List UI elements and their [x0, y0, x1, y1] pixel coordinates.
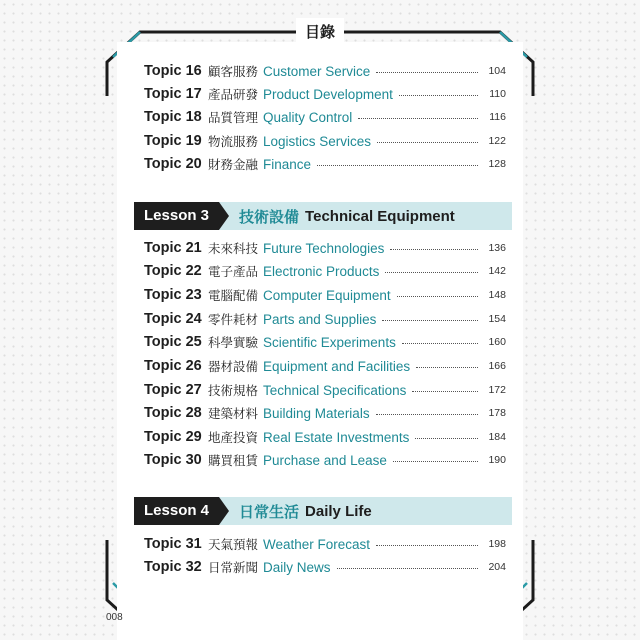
topic-row-16[interactable]: [144, 60, 506, 82]
dotted-leader: [382, 319, 478, 321]
topic-page: 128: [488, 158, 506, 170]
topic-row-21[interactable]: [144, 237, 506, 259]
topic-english-title: Building Materials: [263, 405, 370, 421]
dotted-leader: [393, 460, 478, 462]
topic-english-title: Daily News: [263, 559, 331, 575]
topic-number: Topic 28: [144, 405, 202, 421]
toc-title: 目錄: [296, 18, 344, 46]
topic-page: 122: [488, 135, 506, 147]
topic-chinese-title: 購買租賃: [208, 453, 259, 468]
topic-page: 148: [488, 289, 506, 301]
topic-row-25[interactable]: [144, 331, 506, 353]
topic-row-32[interactable]: [144, 556, 506, 578]
topic-number: Topic 17: [144, 86, 202, 102]
topic-chinese-title: 地產投資: [208, 430, 259, 445]
dotted-leader: [415, 437, 478, 439]
topic-number: Topic 32: [144, 559, 202, 575]
page-number: 008: [106, 612, 123, 623]
topic-english-title: Electronic Products: [263, 263, 380, 279]
dotted-leader: [402, 342, 478, 344]
topic-row-24[interactable]: [144, 308, 506, 330]
dotted-leader: [376, 544, 478, 546]
topic-page: 160: [488, 336, 506, 348]
topic-english-title: Product Development: [263, 86, 393, 102]
topic-page: 104: [488, 65, 506, 77]
dotted-leader: [412, 390, 478, 392]
topic-row-29[interactable]: [144, 426, 506, 448]
topic-english-title: Real Estate Investments: [263, 429, 410, 445]
topic-chinese-title: 電子產品: [208, 264, 259, 279]
topic-page: 154: [488, 313, 506, 325]
topic-number: Topic 20: [144, 156, 202, 172]
topic-chinese-title: 顧客服務: [208, 64, 259, 79]
topic-page: 142: [488, 265, 506, 277]
topic-page: 110: [489, 88, 506, 100]
topic-row-28[interactable]: [144, 402, 506, 424]
topic-chinese-title: 物流服務: [208, 134, 259, 149]
topic-chinese-title: 日常新聞: [208, 560, 259, 575]
topic-english-title: Logistics Services: [263, 133, 372, 149]
dotted-leader: [377, 141, 478, 143]
topic-chinese-title: 技術規格: [208, 383, 259, 398]
topic-chinese-title: 器材設備: [208, 359, 259, 374]
topic-english-title: Scientific Experiments: [263, 334, 396, 350]
dotted-leader: [399, 94, 478, 96]
lesson-chinese-title: 日常生活: [239, 502, 300, 521]
topic-row-20[interactable]: [144, 153, 506, 175]
topic-chinese-title: 天氣預報: [208, 537, 259, 552]
dotted-leader: [416, 366, 478, 368]
topic-page: 190: [488, 454, 506, 466]
topic-english-title: Weather Forecast: [263, 536, 371, 552]
lesson-4-header[interactable]: [134, 497, 512, 525]
topic-chinese-title: 未來科技: [208, 241, 259, 256]
topic-page: 178: [488, 407, 506, 419]
topic-number: Topic 27: [144, 382, 202, 398]
topic-number: Topic 19: [144, 133, 202, 149]
topic-row-19[interactable]: [144, 130, 506, 152]
topic-row-27[interactable]: [144, 379, 506, 401]
topic-number: Topic 22: [144, 263, 202, 279]
topic-number: Topic 18: [144, 109, 202, 125]
topic-chinese-title: 科學實驗: [208, 335, 259, 350]
topic-row-30[interactable]: [144, 449, 506, 471]
topic-page: 116: [489, 111, 506, 123]
dotted-leader: [337, 567, 478, 569]
dotted-leader: [385, 271, 478, 273]
lesson-badge: Lesson 4: [134, 497, 219, 525]
topic-number: Topic 24: [144, 311, 202, 327]
topic-chinese-title: 建築材料: [208, 406, 259, 421]
topic-row-26[interactable]: [144, 355, 506, 377]
lesson-english-title: Technical Equipment: [305, 207, 455, 225]
topic-english-title: Finance: [263, 156, 312, 172]
dotted-leader: [317, 164, 478, 166]
topic-number: Topic 25: [144, 334, 202, 350]
topic-english-title: Parts and Supplies: [263, 311, 377, 327]
topic-number: Topic 16: [144, 63, 202, 79]
topic-number: Topic 30: [144, 452, 202, 468]
topic-row-31[interactable]: [144, 533, 506, 555]
topic-row-18[interactable]: [144, 106, 506, 128]
lesson-english-title: Daily Life: [305, 502, 372, 520]
topic-english-title: Quality Control: [263, 109, 353, 125]
lesson-3-header[interactable]: [134, 202, 512, 230]
topic-english-title: Purchase and Lease: [263, 452, 387, 468]
topic-page: 166: [488, 360, 506, 372]
topic-chinese-title: 財務金融: [208, 157, 259, 172]
lesson-badge: Lesson 3: [134, 202, 219, 230]
lesson-chinese-title: 技術設備: [239, 207, 300, 226]
topic-page: 184: [488, 431, 506, 443]
dotted-leader: [376, 71, 478, 73]
topic-english-title: Technical Specifications: [263, 382, 407, 398]
dotted-leader: [390, 248, 478, 250]
topic-page: 172: [488, 384, 506, 396]
topic-english-title: Equipment and Facilities: [263, 358, 411, 374]
topic-number: Topic 31: [144, 536, 202, 552]
topic-page: 136: [488, 242, 506, 254]
topic-english-title: Future Technologies: [263, 240, 385, 256]
topic-row-23[interactable]: [144, 284, 506, 306]
topic-number: Topic 21: [144, 240, 202, 256]
topic-number: Topic 23: [144, 287, 202, 303]
topic-row-17[interactable]: [144, 83, 506, 105]
topic-row-22[interactable]: [144, 260, 506, 282]
topic-page: 204: [488, 561, 506, 573]
topic-page: 198: [488, 538, 506, 550]
topic-chinese-title: 品質管理: [208, 110, 259, 125]
dotted-leader: [358, 117, 478, 119]
topic-number: Topic 29: [144, 429, 202, 445]
dotted-leader: [376, 413, 478, 415]
topic-number: Topic 26: [144, 358, 202, 374]
dotted-leader: [397, 295, 478, 297]
topic-chinese-title: 零件耗材: [208, 312, 259, 327]
topic-chinese-title: 產品研發: [208, 87, 259, 102]
topic-english-title: Computer Equipment: [263, 287, 391, 303]
topic-english-title: Customer Service: [263, 63, 371, 79]
topic-chinese-title: 電腦配備: [208, 288, 259, 303]
